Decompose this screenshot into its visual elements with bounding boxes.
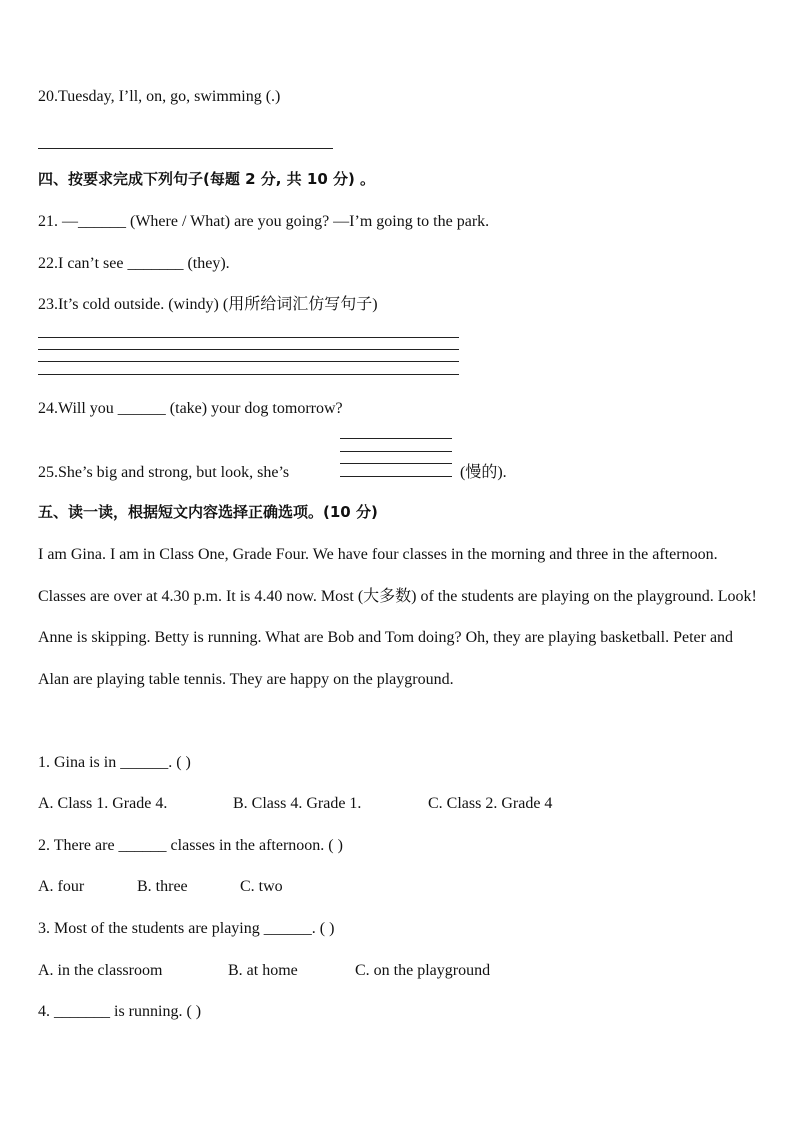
question-20: 20.Tuesday, I’ll, on, go, swimming (.)	[38, 88, 281, 105]
answer-line-25-4[interactable]	[340, 476, 452, 477]
section-5-title: 五、读一读，根据短文内容选择正确选项。(10 分)	[38, 503, 378, 521]
question-1-stem: 1. Gina is in ______. ( )	[38, 754, 191, 771]
question-4-stem: 4. _______ is running. ( )	[38, 1003, 202, 1020]
question-2-stem: 2. There are ______ classes in the afternoon. ( )	[38, 837, 343, 854]
answer-line-25-1[interactable]	[340, 438, 452, 439]
question-25-suffix: (慢的).	[460, 464, 507, 481]
answer-line-23-4[interactable]	[38, 374, 459, 375]
question-3-option-b[interactable]: B. at home	[228, 962, 298, 979]
question-22: 22.I can’t see _______ (they).	[38, 255, 230, 272]
answer-line-23-1[interactable]	[38, 337, 459, 338]
answer-line-20[interactable]	[38, 148, 333, 149]
question-25-prefix: 25.She’s big and strong, but look, she’s	[38, 464, 290, 481]
answer-line-23-2[interactable]	[38, 349, 459, 350]
question-2-option-c[interactable]: C. two	[240, 878, 283, 895]
question-1-option-b[interactable]: B. Class 4. Grade 1.	[233, 795, 362, 812]
answer-line-25-2[interactable]	[340, 451, 452, 452]
question-3-option-c[interactable]: C. on the playground	[355, 962, 491, 979]
question-3-stem: 3. Most of the students are playing ______. ( )	[38, 920, 335, 937]
question-24: 24.Will you ______ (take) your dog tomorrow?	[38, 400, 343, 417]
question-2-option-a[interactable]: A. four	[38, 878, 85, 895]
question-3-option-a[interactable]: A. in the classroom	[38, 962, 163, 979]
reading-passage: I am Gina. I am in Class One, Grade Four. We have four classes in the morning and three in the afternoon. Classes are over at 4.30 p.m. It is 4.40 now. Most (大多数) of the students are playing on the playground. Look! Anne is skipping. Betty is running. What are Bob and Tom doing? Oh, they are playing basketball. Peter and Alan are playing table tennis. They are happy on the playground.	[38, 546, 757, 688]
answer-line-23-3[interactable]	[38, 361, 459, 362]
question-21: 21. —______ (Where / What) are you going? —I’m going to the park.	[38, 213, 490, 230]
section-4-title: 四、按要求完成下列句子(每题 2 分, 共 10 分) 。	[38, 170, 376, 188]
answer-line-25-3[interactable]	[340, 463, 452, 464]
question-2-option-b[interactable]: B. three	[137, 878, 188, 895]
question-23: 23.It’s cold outside. (windy) (用所给词汇仿写句子)	[38, 296, 378, 313]
question-1-option-a[interactable]: A. Class 1. Grade 4.	[38, 795, 168, 812]
question-1-option-c[interactable]: C. Class 2. Grade 4	[428, 795, 553, 812]
